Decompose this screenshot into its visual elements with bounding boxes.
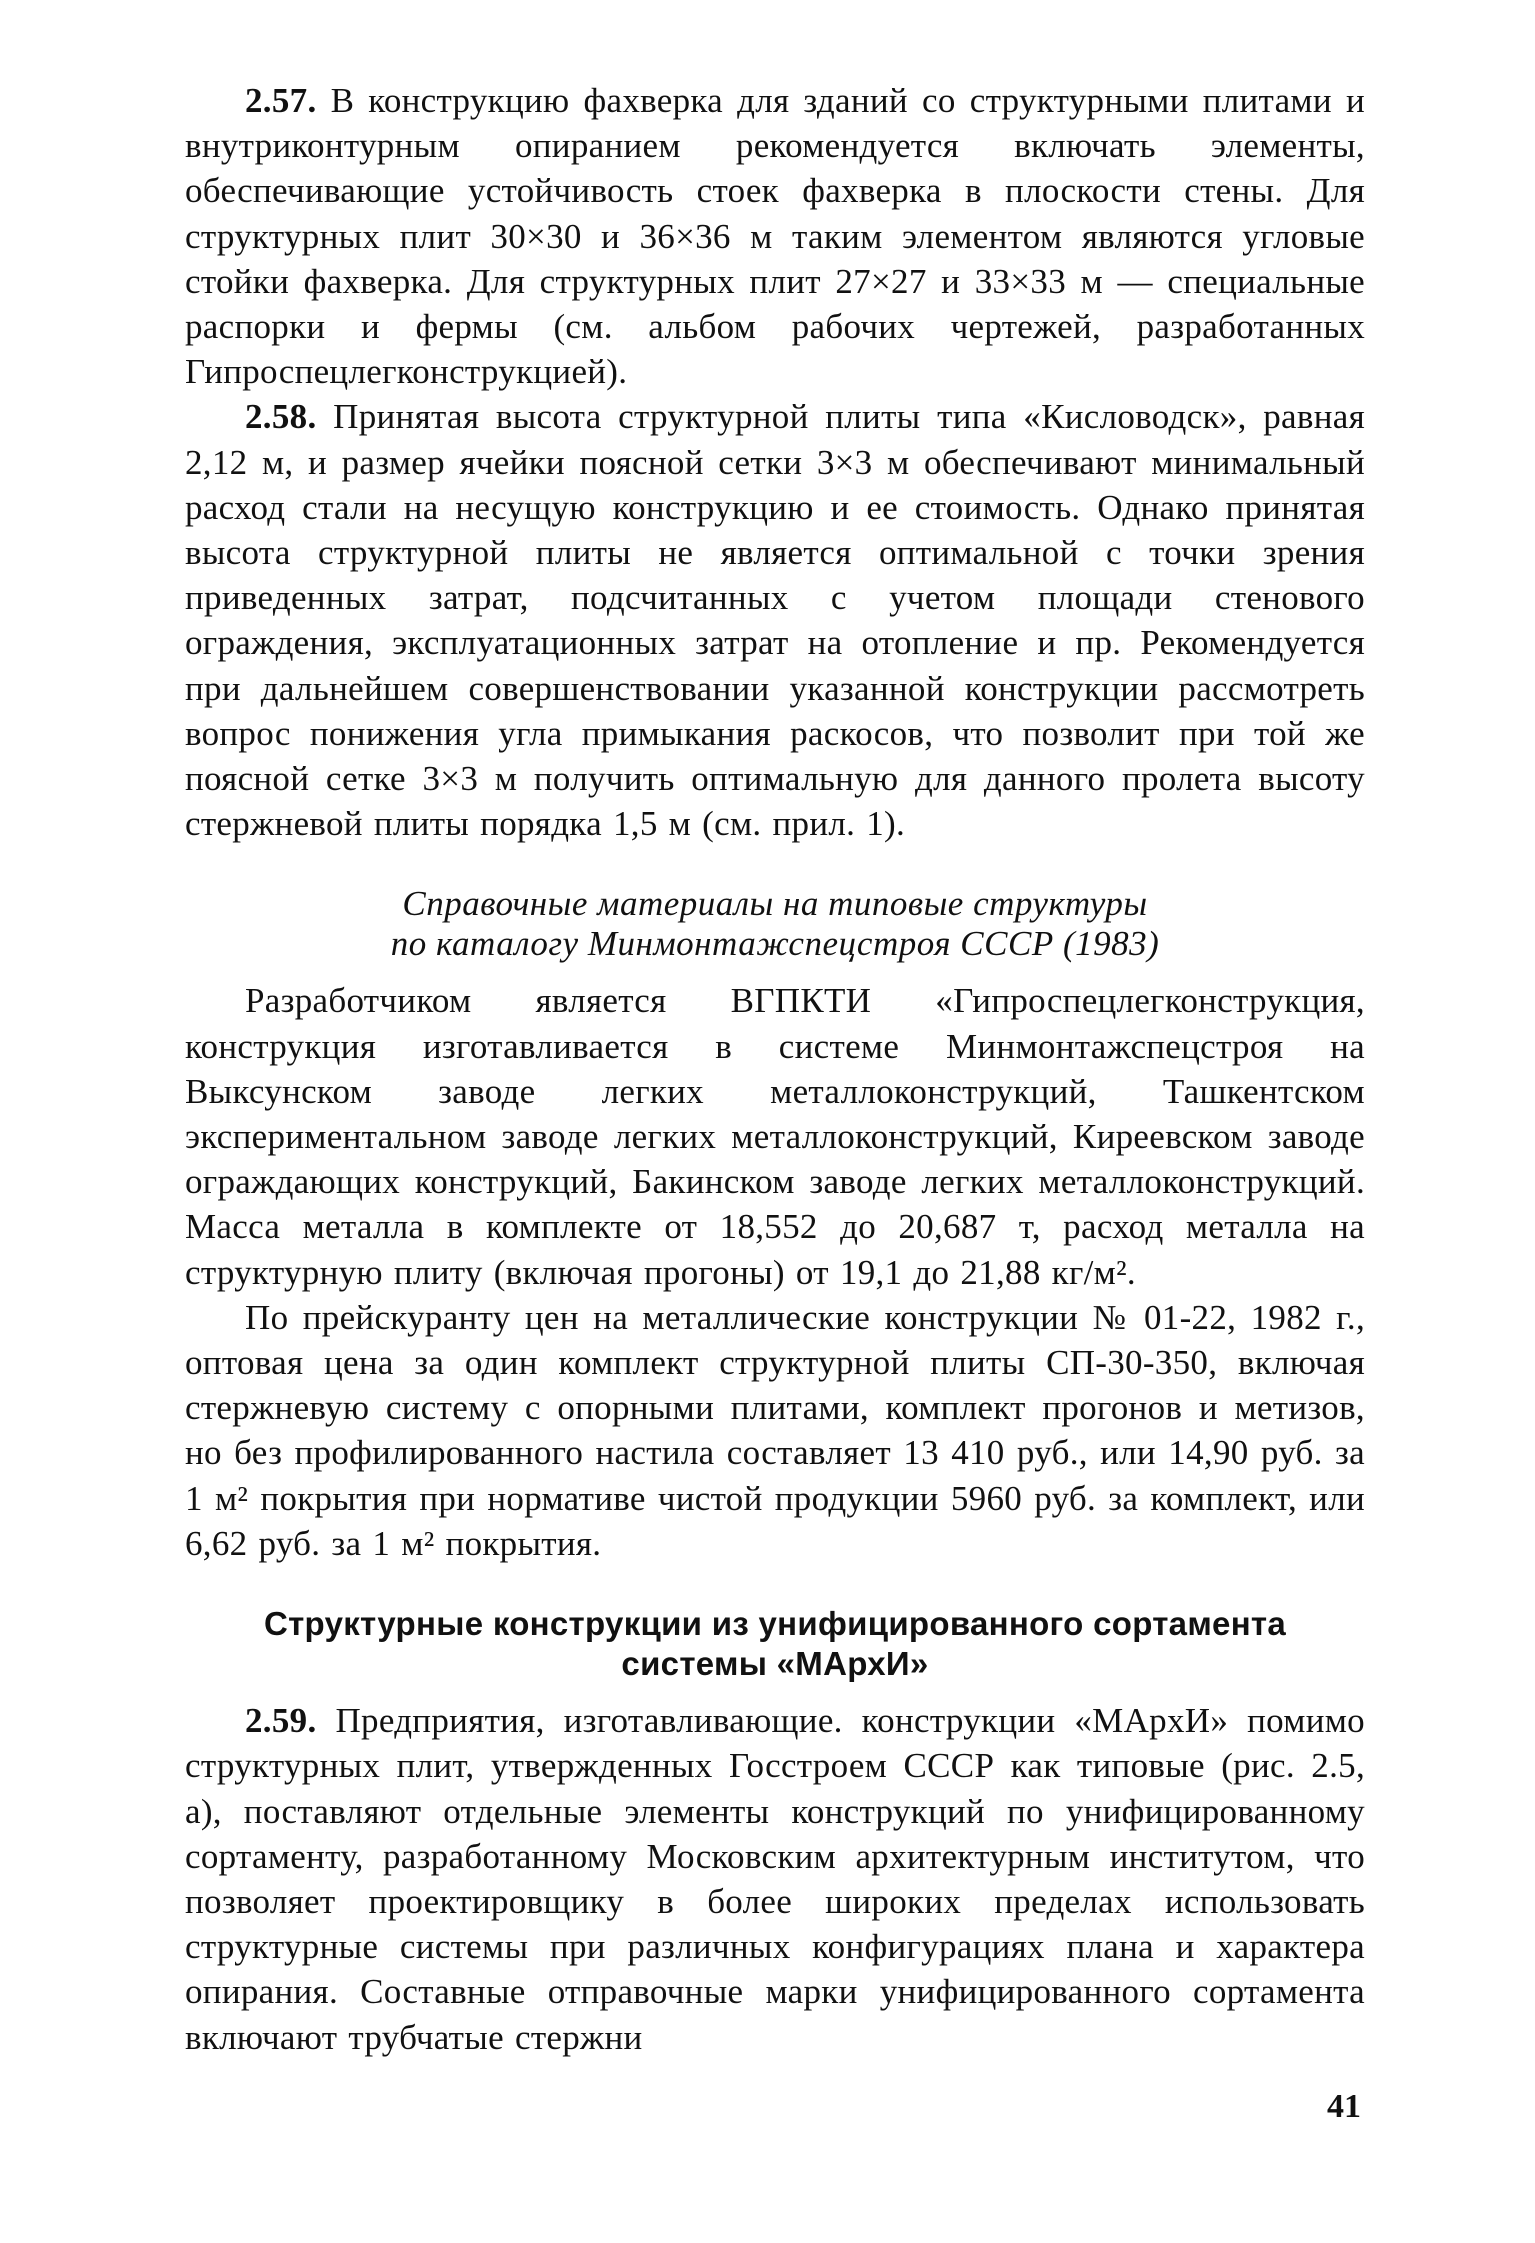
page-number: 41 xyxy=(1327,2088,1361,2125)
paragraph-number: 2.57. xyxy=(245,81,317,120)
paragraph-text: В конструкцию фахверка для зданий со структурными плитами и внутриконтурным опиранием рекомендуется включать элементы, обеспечивающие устойчивость стоек фахверка в плоскости стены. Для структурных плит 30×30 и 36×36 м таким элементом являются угловые стойки фахверка. Для структурных плит 27×27 и 33×33 м — специальные распорки и фермы (см. альбом рабочих чертежей, разработанных Гипроспецлегконструкцией). xyxy=(185,81,1365,392)
section-heading-reference xyxy=(185,884,1365,964)
paragraph-number: 2.58. xyxy=(245,397,317,437)
paragraph-text: Принятая высота структурной плиты типа «Кисловодск», равная 2,12 м, и размер ячейки поясной сетки 3×3 м обеспечивают минимальный расход стали на несущую конструкцию и ее стоимость. Однако принятая высота структурной плиты не является оптимальной с точки зрения приведенных затрат, подсчитанных с учетом площади стенового ограждения, эксплуатационных затрат на отопление и пр. Рекомендуется при дальнейшем совершенствовании указанной конструкции рассмотреть вопрос понижения угла примыкания раскосов, что позволит при той же поясной сетке 3×3 м получить оптимальную для данного пролета высоту стержневой плиты порядка 1,5 м (см. прил. 1). xyxy=(185,397,1365,844)
paragraph-2-57 xyxy=(185,78,1365,394)
heading-line: Справочные материалы на типовые структуры xyxy=(402,884,1148,924)
section-heading-structural xyxy=(185,1604,1365,1684)
document-page xyxy=(185,78,1365,2060)
paragraph-2-59 xyxy=(185,1698,1365,2060)
heading-line: системы «МАрхИ» xyxy=(621,1645,929,1683)
paragraph-developer: Разработчиком является ВГПКТИ «Гипроспецлегконструкция, конструкция изготавливается в системе Минмонтажспецстроя на Выксунском заводе легких металлоконструкций, Ташкентском экспериментальном заводе легких металлоконструкций, Киреевском заводе ограждающих конструкций, Бакинском заводе легких металлоконструкций. Масса металла в комплекте от 18,552 до 20,687 т, расход металла на структурную плиту (включая прогоны) от 19,1 до 21,88 кг/м². xyxy=(185,981,1365,1292)
heading-line: Структурные конструкции из унифицированного сортамента xyxy=(263,1605,1287,1643)
paragraph-text: Предприятия, изготавливающие. конструкции «МАрхИ» помимо структурных плит, утвержденных Госстроем СССР как типовые (рис. 2.5, а), поставляют отдельные элементы конструкций по унифицированному сортаменту, разработанному Московским архитектурным институтом, что позволяет проектировщику в более широких пределах использовать структурные системы при различных конфигурациях плана и характера опирания. Составные отправочные марки унифицированного сортамента включают трубчатые стержни xyxy=(185,1701,1365,2057)
paragraph-number: 2.59. xyxy=(245,1701,317,1741)
heading-line: по каталогу Минмонтажспецстроя СССР (1983) xyxy=(390,924,1160,964)
paragraph-2-58 xyxy=(185,394,1365,846)
paragraph-price: По прейскуранту цен на металлические конструкции № 01-22, 1982 г., оптовая цена за один комплект структурной плиты СП-30-350, включая стержневую систему с опорными плитами, комплект прогонов и метизов, но без профилированного настила составляет 13 410 руб., или 14,90 руб. за 1 м² покрытия при нормативе чистой продукции 5960 руб. за комплект, или 6,62 руб. за 1 м² покрытия. xyxy=(185,1297,1365,1563)
